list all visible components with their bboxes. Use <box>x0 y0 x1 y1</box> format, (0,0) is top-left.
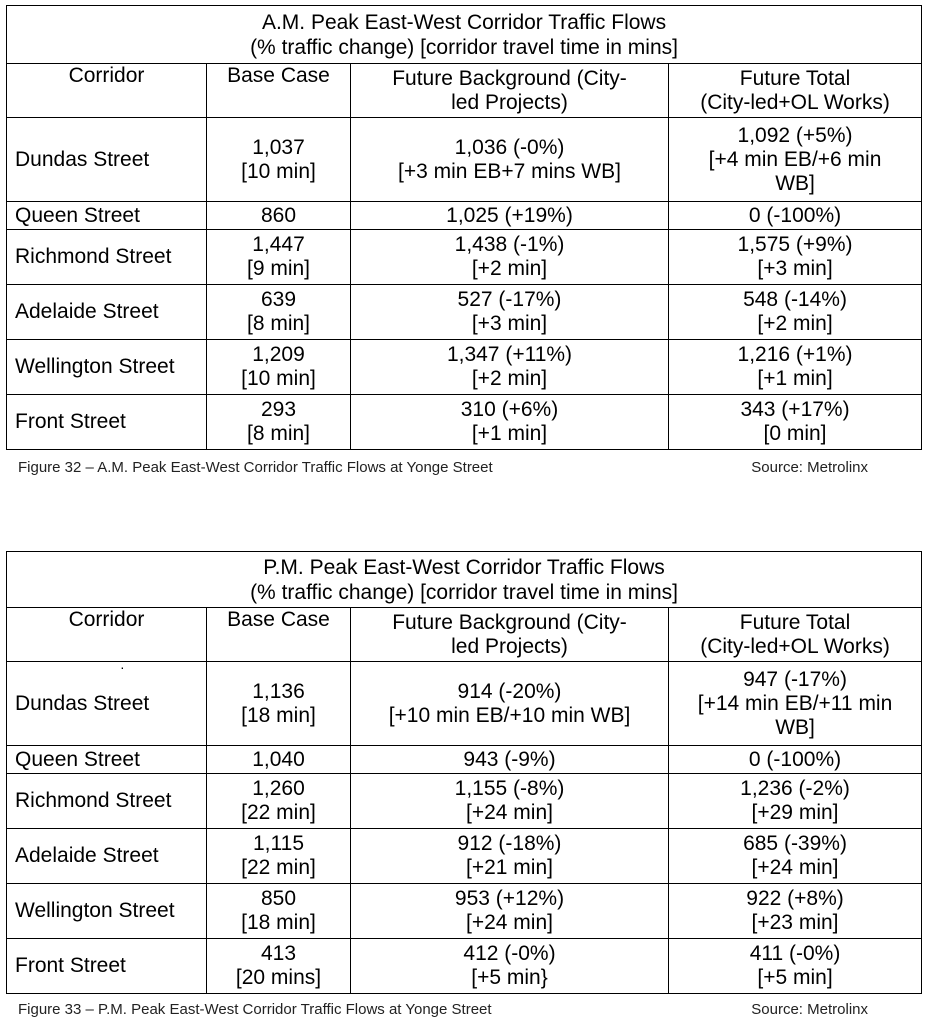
caption-text: Figure 32 – A.M. Peak East-West Corridor Traffic Flows at Yonge Street <box>18 459 493 476</box>
future-total-cell: 548 (-14%) [+2 min] <box>669 285 922 340</box>
future-background-cell: 1,025 (+19%) <box>351 202 669 230</box>
base-case-cell: 1,115 [22 min] <box>207 829 351 884</box>
future-total-cell: 0 (-100%) <box>669 202 922 230</box>
corridor-name: Queen Street <box>7 202 207 230</box>
future-total-cell: 1,236 (-2%) [+29 min] <box>669 774 922 829</box>
future-background-cell: 953 (+12%) [+24 min] <box>351 884 669 939</box>
future-background-cell: 912 (-18%) [+21 min] <box>351 829 669 884</box>
table-row <box>7 939 922 994</box>
base-case-cell: 639 [8 min] <box>207 285 351 340</box>
future-background-cell: 1,347 (+11%) [+2 min] <box>351 340 669 395</box>
base-case-cell: 1,209 [10 min] <box>207 340 351 395</box>
future-total-cell: 0 (-100%) <box>669 746 922 774</box>
header-row <box>7 608 922 662</box>
corridor-name: Richmond Street <box>7 774 207 829</box>
table-row <box>7 395 922 450</box>
corridor-name: Wellington Street <box>7 884 207 939</box>
pm-peak-traffic-table <box>6 551 922 994</box>
base-case-cell: 1,260 [22 min] <box>207 774 351 829</box>
base-case-cell: 1,447 [9 min] <box>207 230 351 285</box>
table-title: A.M. Peak East-West Corridor Traffic Flows (% traffic change) [corridor travel time in mins] <box>7 6 922 64</box>
col-header-future-total: Future Total (City-led+OL Works) <box>669 608 922 662</box>
base-case-cell: 1,040 <box>207 746 351 774</box>
future-total-cell: 1,575 (+9%) [+3 min] <box>669 230 922 285</box>
col-header-future-background: Future Background (City- led Projects) <box>351 64 669 118</box>
table-row <box>7 340 922 395</box>
corridor-name: Richmond Street <box>7 230 207 285</box>
base-case-cell: 850 [18 min] <box>207 884 351 939</box>
base-case-cell: 293 [8 min] <box>207 395 351 450</box>
corridor-name: Dundas Street <box>7 118 207 202</box>
base-case-cell: 1,136 [18 min] <box>207 662 351 746</box>
figure-caption-pm <box>18 1001 868 1018</box>
future-total-cell: 1,092 (+5%) [+4 min EB/+6 min WB] <box>669 118 922 202</box>
corridor-name: Queen Street <box>7 746 207 774</box>
corridor-name: Adelaide Street <box>7 285 207 340</box>
table-row <box>7 118 922 202</box>
table-row <box>7 285 922 340</box>
future-total-cell: 343 (+17%) [0 min] <box>669 395 922 450</box>
col-header-base-case: Base Case <box>207 64 351 118</box>
corridor-name: Front Street <box>7 395 207 450</box>
future-background-cell: 1,438 (-1%) [+2 min] <box>351 230 669 285</box>
table-row <box>7 774 922 829</box>
caption-source: Source: Metrolinx <box>751 459 868 476</box>
col-header-corridor: Corridor <box>7 608 207 662</box>
future-total-cell: 947 (-17%) [+14 min EB/+11 min WB] <box>669 662 922 746</box>
col-header-base-case: Base Case <box>207 608 351 662</box>
future-total-cell: 685 (-39%) [+24 min] <box>669 829 922 884</box>
future-background-cell: 412 (-0%) [+5 min} <box>351 939 669 994</box>
corridor-name: Adelaide Street <box>7 829 207 884</box>
future-background-cell: 1,036 (-0%) [+3 min EB+7 mins WB] <box>351 118 669 202</box>
base-case-cell: 413 [20 mins] <box>207 939 351 994</box>
table-title: P.M. Peak East-West Corridor Traffic Flows (% traffic change) [corridor travel time in mins] <box>7 552 922 608</box>
corridor-name: Wellington Street <box>7 340 207 395</box>
am-peak-traffic-table <box>6 5 922 450</box>
table-row <box>7 230 922 285</box>
base-case-cell: 1,037 [10 min] <box>207 118 351 202</box>
future-background-cell: 527 (-17%) [+3 min] <box>351 285 669 340</box>
pm-peak-table-wrapper <box>6 551 921 994</box>
future-total-cell: 1,216 (+1%) [+1 min] <box>669 340 922 395</box>
header-row <box>7 64 922 118</box>
future-background-cell: 943 (-9%) <box>351 746 669 774</box>
caption-text: Figure 33 – P.M. Peak East-West Corridor Traffic Flows at Yonge Street <box>18 1001 492 1018</box>
table-row <box>7 829 922 884</box>
col-header-corridor: Corridor <box>7 64 207 118</box>
table-row <box>7 202 922 230</box>
future-background-cell: 914 (-20%) [+10 min EB/+10 min WB] <box>351 662 669 746</box>
base-case-cell: 860 <box>207 202 351 230</box>
table-row <box>7 662 922 746</box>
future-background-cell: 310 (+6%) [+1 min] <box>351 395 669 450</box>
table-row <box>7 884 922 939</box>
figure-caption-am <box>18 459 868 476</box>
am-peak-table-wrapper <box>6 5 921 450</box>
future-background-cell: 1,155 (-8%) [+24 min] <box>351 774 669 829</box>
future-total-cell: 922 (+8%) [+23 min] <box>669 884 922 939</box>
col-header-future-background: Future Background (City- led Projects) <box>351 608 669 662</box>
future-total-cell: 411 (-0%) [+5 min] <box>669 939 922 994</box>
table-row <box>7 746 922 774</box>
stray-mark: · <box>120 659 125 675</box>
col-header-future-total: Future Total (City-led+OL Works) <box>669 64 922 118</box>
caption-source: Source: Metrolinx <box>751 1001 868 1018</box>
corridor-name: Front Street <box>7 939 207 994</box>
corridor-name: Dundas Street <box>7 662 207 746</box>
